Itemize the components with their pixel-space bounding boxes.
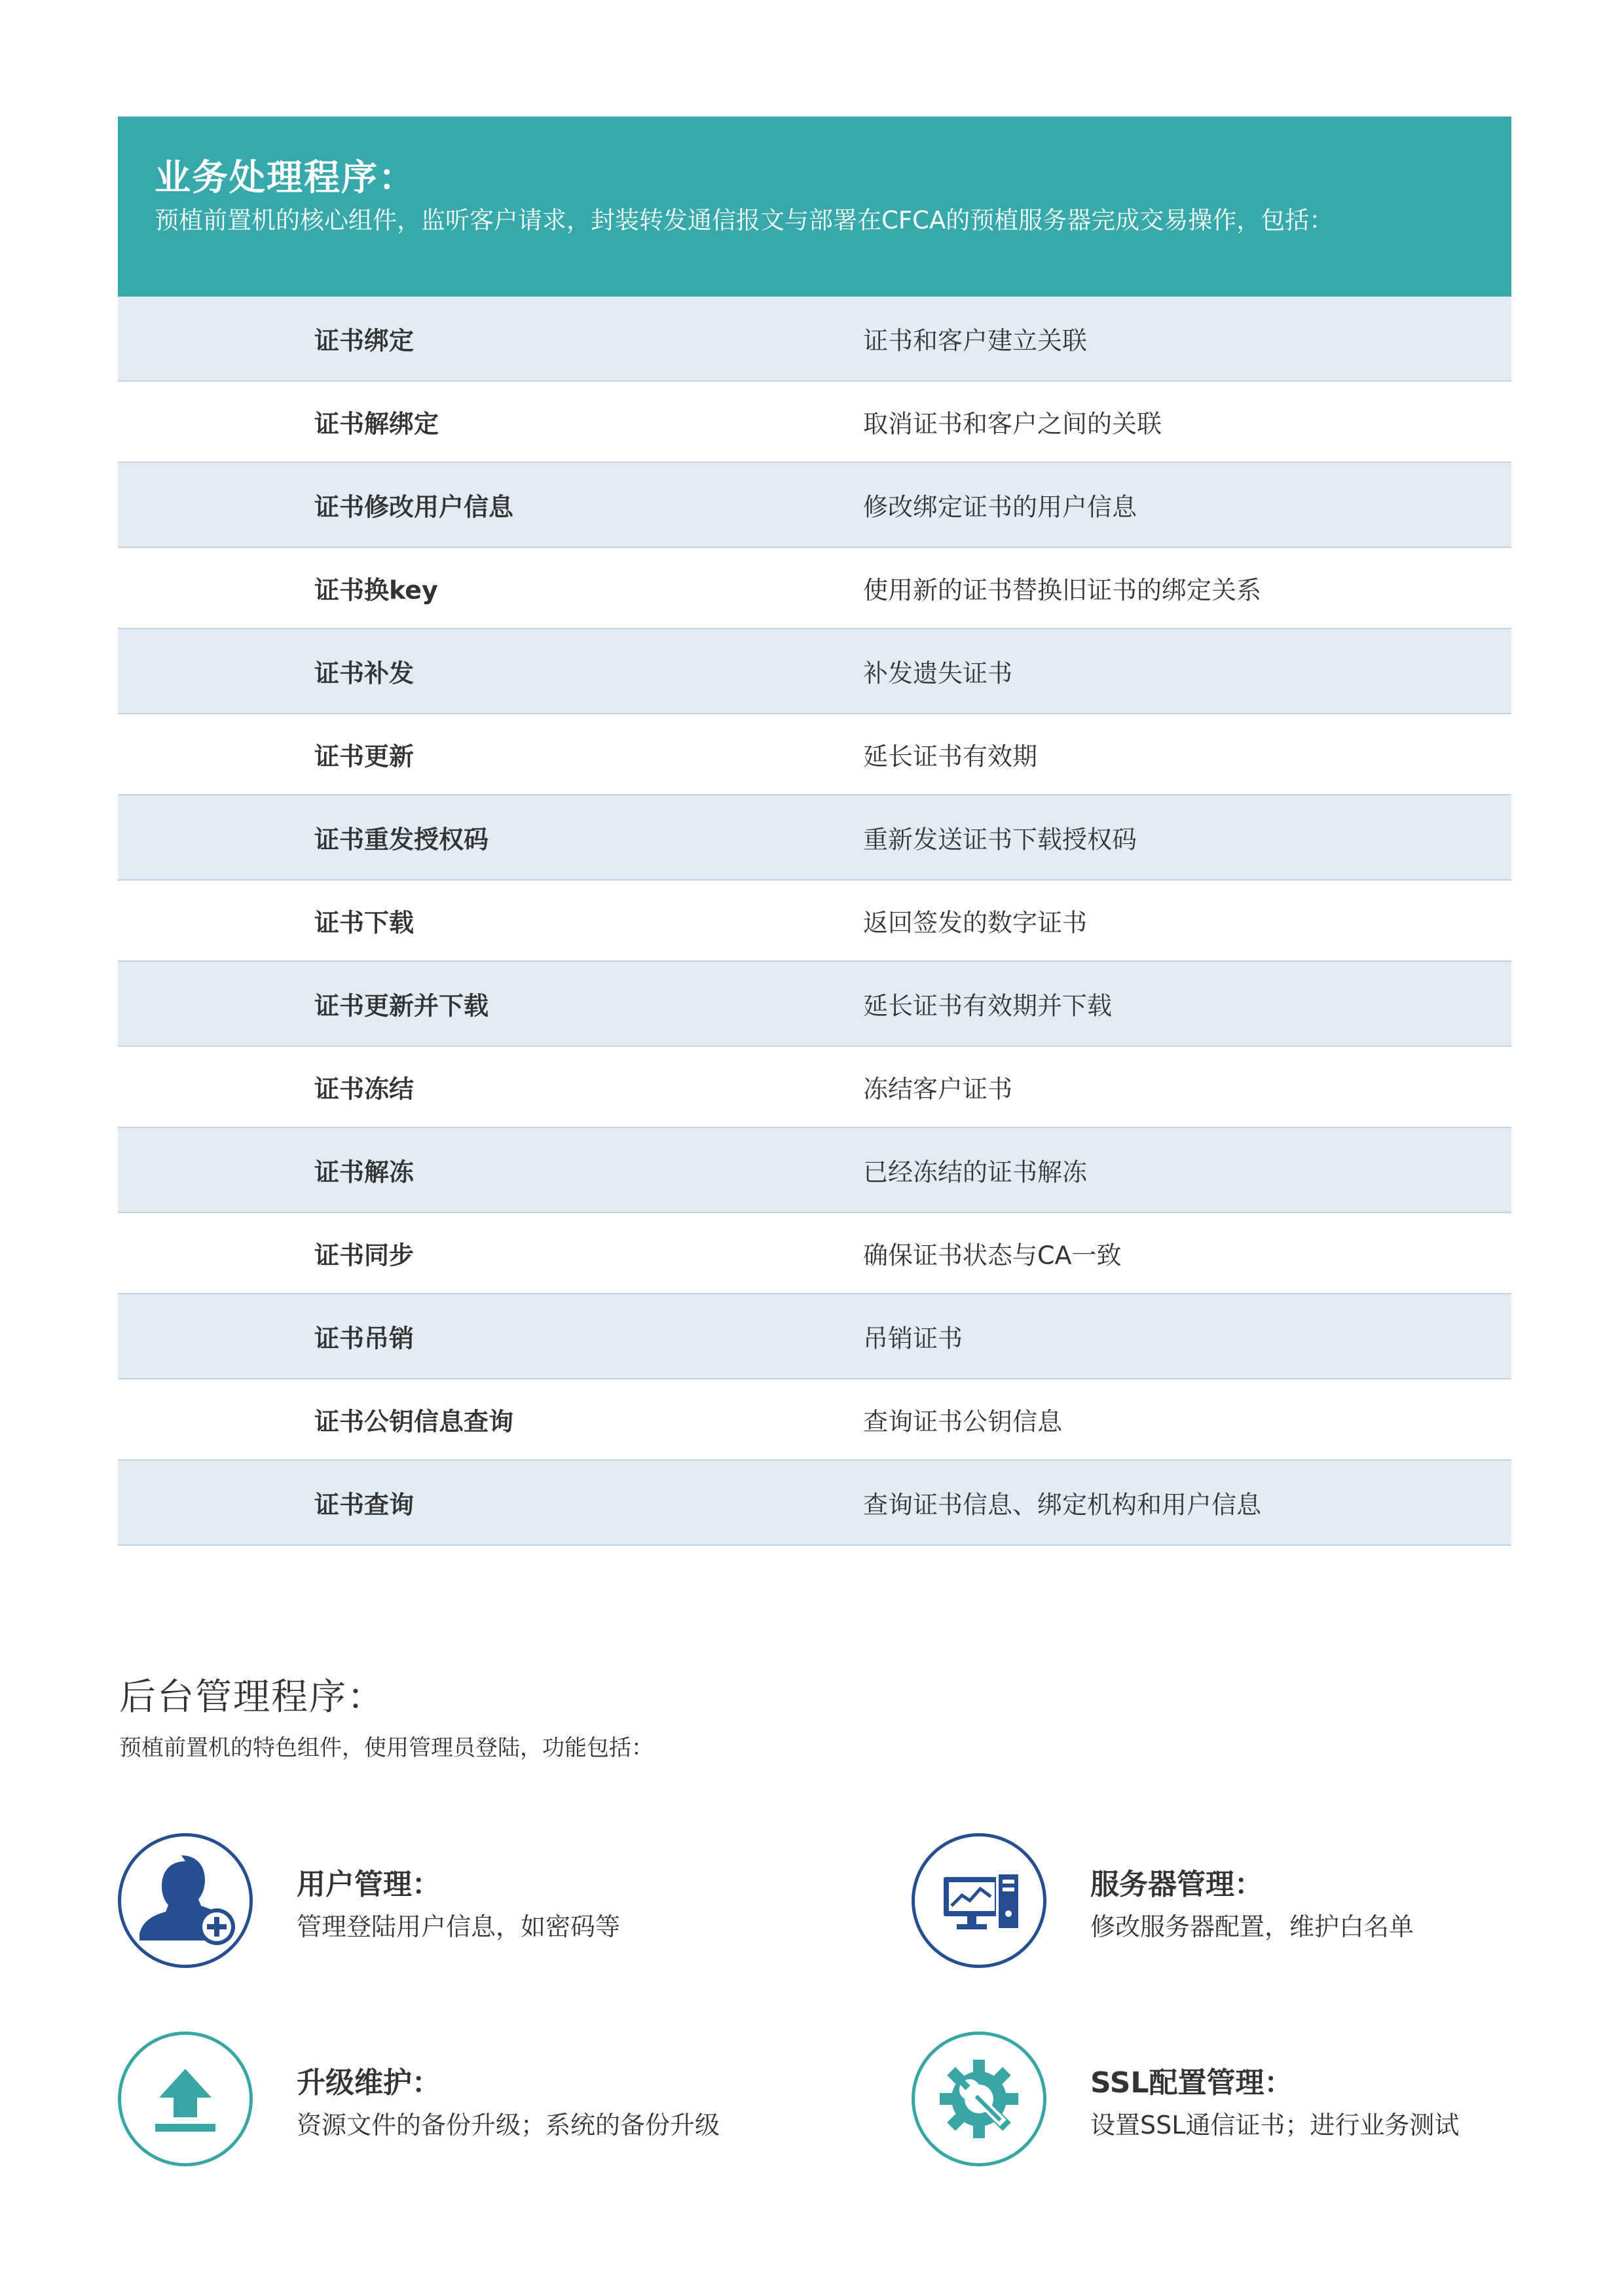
table-row <box>118 795 1511 881</box>
feature-title: SSL配置管理： <box>1090 2066 1293 2100</box>
feature-title: 服务器管理： <box>1090 1868 1263 1901</box>
function-description: 延长证书有效期 <box>863 742 1038 771</box>
function-name: 证书公钥信息查询 <box>314 1407 514 1436</box>
function-name: 证书解绑定 <box>314 409 439 439</box>
function-name: 证书查询 <box>314 1490 415 1520</box>
function-name: 证书同步 <box>314 1241 415 1270</box>
business-header <box>118 117 1511 297</box>
feature-desc: 修改服务器配置，维护白名单 <box>1090 1912 1414 1941</box>
feature-ssl-config <box>912 2032 1566 2176</box>
table-row <box>118 881 1511 962</box>
function-name: 证书绑定 <box>314 326 415 355</box>
business-function-table <box>118 297 1511 1546</box>
function-name: 证书重发授权码 <box>314 825 489 854</box>
function-description: 取消证书和客户之间的关联 <box>863 409 1162 439</box>
function-description: 重新发送证书下载授权码 <box>863 825 1137 854</box>
table-row <box>118 1379 1511 1461</box>
upload-icon <box>118 2032 253 2166</box>
function-name: 证书解冻 <box>314 1157 415 1187</box>
table-row <box>118 382 1511 463</box>
function-name: 证书换key <box>314 575 438 605</box>
function-description: 返回签发的数字证书 <box>863 908 1088 938</box>
function-description: 确保证书状态与CA一致 <box>863 1241 1122 1270</box>
function-description: 证书和客户建立关联 <box>863 326 1088 355</box>
table-row <box>118 1128 1511 1213</box>
feature-title: 用户管理： <box>297 1868 441 1901</box>
function-description: 补发遗失证书 <box>863 659 1013 688</box>
business-description: 预植前置机的核心组件，监听客户请求，封装转发通信报文与部署在CFCA的预植服务器完成交易操作，包括： <box>155 206 1334 235</box>
business-title: 业务处理程序： <box>155 156 416 198</box>
table-row <box>118 548 1511 629</box>
table-row <box>118 1213 1511 1294</box>
table-row <box>118 297 1511 382</box>
feature-title: 升级维护： <box>297 2066 441 2100</box>
user-add-icon <box>118 1833 253 1968</box>
table-row <box>118 1461 1511 1546</box>
server-icon <box>912 1833 1046 1968</box>
feature-desc: 资源文件的备份升级；系统的备份升级 <box>297 2111 720 2140</box>
function-name: 证书更新 <box>314 742 415 771</box>
feature-server-management <box>912 1833 1566 1977</box>
function-name: 证书修改用户信息 <box>314 492 514 522</box>
function-name: 证书补发 <box>314 659 415 688</box>
function-description: 延长证书有效期并下载 <box>863 991 1113 1021</box>
table-row <box>118 463 1511 548</box>
function-name: 证书吊销 <box>314 1324 415 1353</box>
function-description: 吊销证书 <box>863 1324 963 1353</box>
feature-user-management <box>118 1833 773 1977</box>
table-row <box>118 629 1511 714</box>
function-description: 已经冻结的证书解冻 <box>863 1157 1088 1187</box>
feature-desc: 管理登陆用户信息，如密码等 <box>297 1912 621 1941</box>
admin-title: 后台管理程序： <box>119 1676 385 1719</box>
function-name: 证书冻结 <box>314 1074 415 1104</box>
function-name: 证书下载 <box>314 908 415 938</box>
table-row <box>118 1294 1511 1379</box>
table-row <box>118 1047 1511 1128</box>
function-description: 查询证书信息、绑定机构和用户信息 <box>863 1490 1262 1520</box>
function-name: 证书更新并下载 <box>314 991 489 1021</box>
gear-wrench-icon <box>912 2032 1046 2166</box>
table-row <box>118 962 1511 1047</box>
function-description: 使用新的证书替换旧证书的绑定关系 <box>863 575 1262 605</box>
function-description: 查询证书公钥信息 <box>863 1407 1063 1436</box>
feature-upgrade-maintenance <box>118 2032 773 2176</box>
function-description: 冻结客户证书 <box>863 1074 1013 1104</box>
table-row <box>118 714 1511 795</box>
admin-description: 预植前置机的特色组件，使用管理员登陆，功能包括： <box>119 1735 654 1761</box>
function-description: 修改绑定证书的用户信息 <box>863 492 1137 522</box>
feature-desc: 设置SSL通信证书；进行业务测试 <box>1090 2111 1460 2140</box>
